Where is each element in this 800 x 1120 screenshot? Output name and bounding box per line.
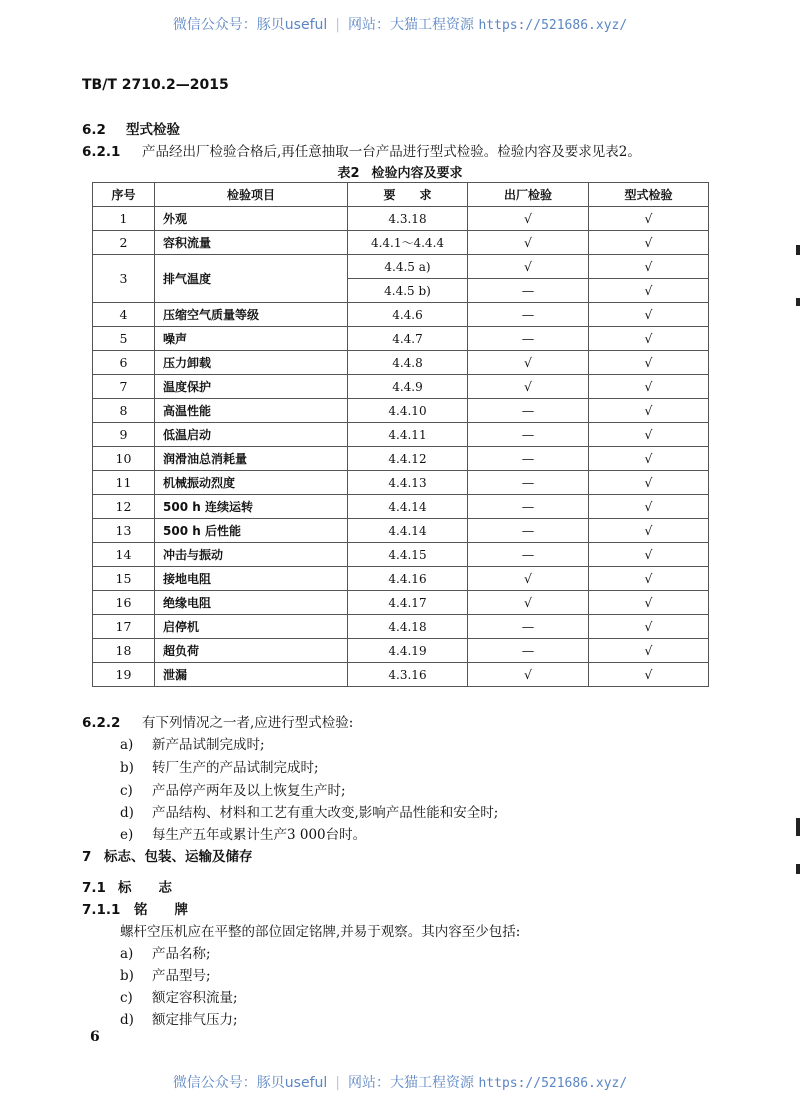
cell-factory: — [468,471,589,495]
table-row [93,447,709,471]
cell-type: √ [589,231,709,255]
cell-requirement: 4.4.1～4.4.4 [348,231,468,255]
list-item [120,942,211,962]
cell-item: 外观 [155,207,348,231]
list-label: a) [120,737,134,753]
cell-no: 2 [93,231,155,255]
cell-factory: √ [468,375,589,399]
table-caption [0,162,800,181]
cell-type: √ [589,327,709,351]
section-7-1-1-heading [82,898,188,918]
cell-item: 500 h 后性能 [155,519,348,543]
cell-item: 500 h 连续运转 [155,495,348,519]
table-row [93,543,709,567]
col-header-no: 序号 [93,183,155,207]
list-text: 产品停产两年及以上恢复生产时; [152,783,346,799]
cell-factory: √ [468,207,589,231]
watermark-site: 网站：大猫工程资源 [348,1075,475,1091]
list-label: e) [120,827,134,843]
cell-requirement: 4.4.6 [348,303,468,327]
cell-no: 6 [93,351,155,375]
cell-item: 启停机 [155,615,348,639]
section-title: 标志、包装、运输及储存 [104,849,253,865]
cell-requirement: 4.4.8 [348,351,468,375]
cell-factory: — [468,327,589,351]
table-row [93,399,709,423]
cell-no: 15 [93,567,155,591]
cell-type: √ [589,351,709,375]
cell-type: √ [589,399,709,423]
clause-6-2-1 [82,140,641,160]
inspection-table [92,182,709,687]
scan-edge-mark [796,818,800,836]
cell-no: 16 [93,591,155,615]
cell-requirement: 4.4.15 [348,543,468,567]
watermark-bottom [0,1072,800,1092]
clause-6-2-2 [82,711,353,731]
section-number: 7.1.1 [82,902,121,918]
cell-requirement: 4.4.19 [348,639,468,663]
scan-edge-mark [796,245,800,255]
cell-factory: — [468,543,589,567]
cell-factory: — [468,615,589,639]
cell-item: 冲击与振动 [155,543,348,567]
cell-type: √ [589,567,709,591]
cell-factory: √ [468,255,589,279]
cell-no: 10 [93,447,155,471]
watermark-url: https://521686.xyz/ [478,18,628,33]
cell-type: √ [589,591,709,615]
cell-no: 5 [93,327,155,351]
cell-requirement: 4.4.9 [348,375,468,399]
table-row [93,303,709,327]
col-header-factory-inspection: 出厂检验 [468,183,589,207]
cell-no: 19 [93,663,155,687]
table-caption-title: 检验内容及要求 [371,166,463,181]
list-item [120,801,498,821]
table-row [93,663,709,687]
cell-requirement: 4.4.11 [348,423,468,447]
cell-factory: — [468,399,589,423]
col-header-type-inspection: 型式检验 [589,183,709,207]
cell-requirement: 4.3.18 [348,207,468,231]
section-7-heading [82,845,253,865]
cell-requirement: 4.4.14 [348,519,468,543]
col-header-item: 检验项目 [155,183,348,207]
clause-text: 产品经出厂检验合格后,再任意抽取一台产品进行型式检验。检验内容及要求见表2。 [142,144,641,160]
cell-item: 排气温度 [155,255,348,303]
cell-requirement: 4.4.10 [348,399,468,423]
cell-factory: — [468,639,589,663]
cell-item: 润滑油总消耗量 [155,447,348,471]
cell-type: √ [589,543,709,567]
cell-no: 11 [93,471,155,495]
table-row [93,207,709,231]
cell-requirement: 4.4.13 [348,471,468,495]
standard-code: TB/T 2710.2—2015 [82,77,229,93]
section-7-1-heading [82,876,172,896]
cell-no: 4 [93,303,155,327]
cell-no: 8 [93,399,155,423]
cell-no: 18 [93,639,155,663]
section-number: 7 [82,849,92,865]
watermark-wechat: 微信公众号：豚贝useful [172,1075,328,1091]
list-label: b) [120,760,134,776]
cell-no: 3 [93,255,155,303]
cell-factory: — [468,495,589,519]
clause-number: 6.2.1 [82,144,121,160]
table-row [93,567,709,591]
table-row [93,231,709,255]
list-text: 转厂生产的产品试制完成时; [152,760,319,776]
cell-item: 泄漏 [155,663,348,687]
list-item [120,964,211,984]
table-row [93,591,709,615]
cell-factory: √ [468,231,589,255]
list-text: 新产品试制完成时; [152,737,265,753]
cell-requirement: 4.4.18 [348,615,468,639]
table-row [93,495,709,519]
cell-type: √ [589,303,709,327]
table-row [93,639,709,663]
cell-item: 机械振动烈度 [155,471,348,495]
cell-no: 12 [93,495,155,519]
list-item [120,779,346,799]
section-title: 标 志 [118,880,172,896]
table-row [93,423,709,447]
cell-type: √ [589,279,709,303]
cell-no: 9 [93,423,155,447]
cell-item: 接地电阻 [155,567,348,591]
cell-type: √ [589,423,709,447]
scan-edge-mark [796,298,800,306]
cell-no: 14 [93,543,155,567]
cell-type: √ [589,639,709,663]
list-text: 额定容积流量; [152,990,238,1006]
scan-edge-mark [796,864,800,874]
list-label: d) [120,1012,134,1028]
nameplate-paragraph: 螺杆空压机应在平整的部位固定铭牌,并易于观察。其内容至少包括: [120,924,521,940]
list-label: b) [120,968,134,984]
list-item [120,986,238,1006]
section-title: 型式检验 [126,122,180,138]
watermark-separator: | [335,17,341,33]
cell-type: √ [589,495,709,519]
section-number: 7.1 [82,880,106,896]
cell-factory: √ [468,351,589,375]
watermark-url: https://521686.xyz/ [478,1076,628,1091]
cell-factory: √ [468,663,589,687]
list-label: d) [120,805,134,821]
watermark-separator: | [335,1075,341,1091]
cell-no: 1 [93,207,155,231]
table-row [93,255,709,279]
cell-item: 绝缘电阻 [155,591,348,615]
cell-type: √ [589,471,709,495]
list-text: 额定排气压力; [152,1012,238,1028]
table-row [93,519,709,543]
cell-type: √ [589,615,709,639]
table-row [93,351,709,375]
cell-requirement: 4.3.16 [348,663,468,687]
table-row [93,375,709,399]
cell-requirement: 4.4.7 [348,327,468,351]
cell-requirement: 4.4.17 [348,591,468,615]
col-header-requirement: 要 求 [348,183,468,207]
list-label: a) [120,946,134,962]
cell-item: 温度保护 [155,375,348,399]
cell-type: √ [589,207,709,231]
table-row [93,615,709,639]
cell-factory: √ [468,567,589,591]
cell-requirement: 4.4.5 b) [348,279,468,303]
cell-type: √ [589,255,709,279]
list-text: 产品型号; [152,968,211,984]
table-caption-number: 表2 [337,166,360,181]
watermark-wechat: 微信公众号：豚贝useful [172,17,328,33]
cell-factory: — [468,519,589,543]
cell-type: √ [589,447,709,471]
list-item [120,756,319,776]
table-row [93,471,709,495]
watermark-site: 网站：大猫工程资源 [348,17,475,33]
list-item [120,733,265,753]
cell-no: 7 [93,375,155,399]
cell-requirement: 4.4.5 a) [348,255,468,279]
clause-text: 有下列情况之一者,应进行型式检验: [142,715,354,731]
section-title: 铭 牌 [134,902,188,918]
cell-type: √ [589,519,709,543]
cell-item: 噪声 [155,327,348,351]
section-number: 6.2 [82,122,106,138]
table-row [93,327,709,351]
cell-item: 低温启动 [155,423,348,447]
cell-item: 高温性能 [155,399,348,423]
watermark-top [0,14,800,34]
list-item [120,1008,238,1028]
section-6-2-heading [82,118,180,138]
cell-item: 超负荷 [155,639,348,663]
cell-factory: — [468,423,589,447]
cell-factory: √ [468,591,589,615]
list-text: 产品结构、材料和工艺有重大改变,影响产品性能和安全时; [152,805,499,821]
clause-number: 6.2.2 [82,715,121,731]
list-item [120,823,366,843]
table-header-row [93,183,709,207]
list-label: c) [120,990,133,1006]
cell-requirement: 4.4.14 [348,495,468,519]
cell-type: √ [589,375,709,399]
cell-item: 压力卸载 [155,351,348,375]
list-text: 每生产五年或累计生产3 000台时。 [152,827,367,843]
cell-requirement: 4.4.16 [348,567,468,591]
cell-item: 压缩空气质量等级 [155,303,348,327]
cell-factory: — [468,447,589,471]
list-label: c) [120,783,133,799]
cell-factory: — [468,303,589,327]
cell-no: 17 [93,615,155,639]
cell-factory: — [468,279,589,303]
cell-item: 容积流量 [155,231,348,255]
list-text: 产品名称; [152,946,211,962]
cell-no: 13 [93,519,155,543]
cell-requirement: 4.4.12 [348,447,468,471]
cell-type: √ [589,663,709,687]
page-number: 6 [90,1029,100,1045]
